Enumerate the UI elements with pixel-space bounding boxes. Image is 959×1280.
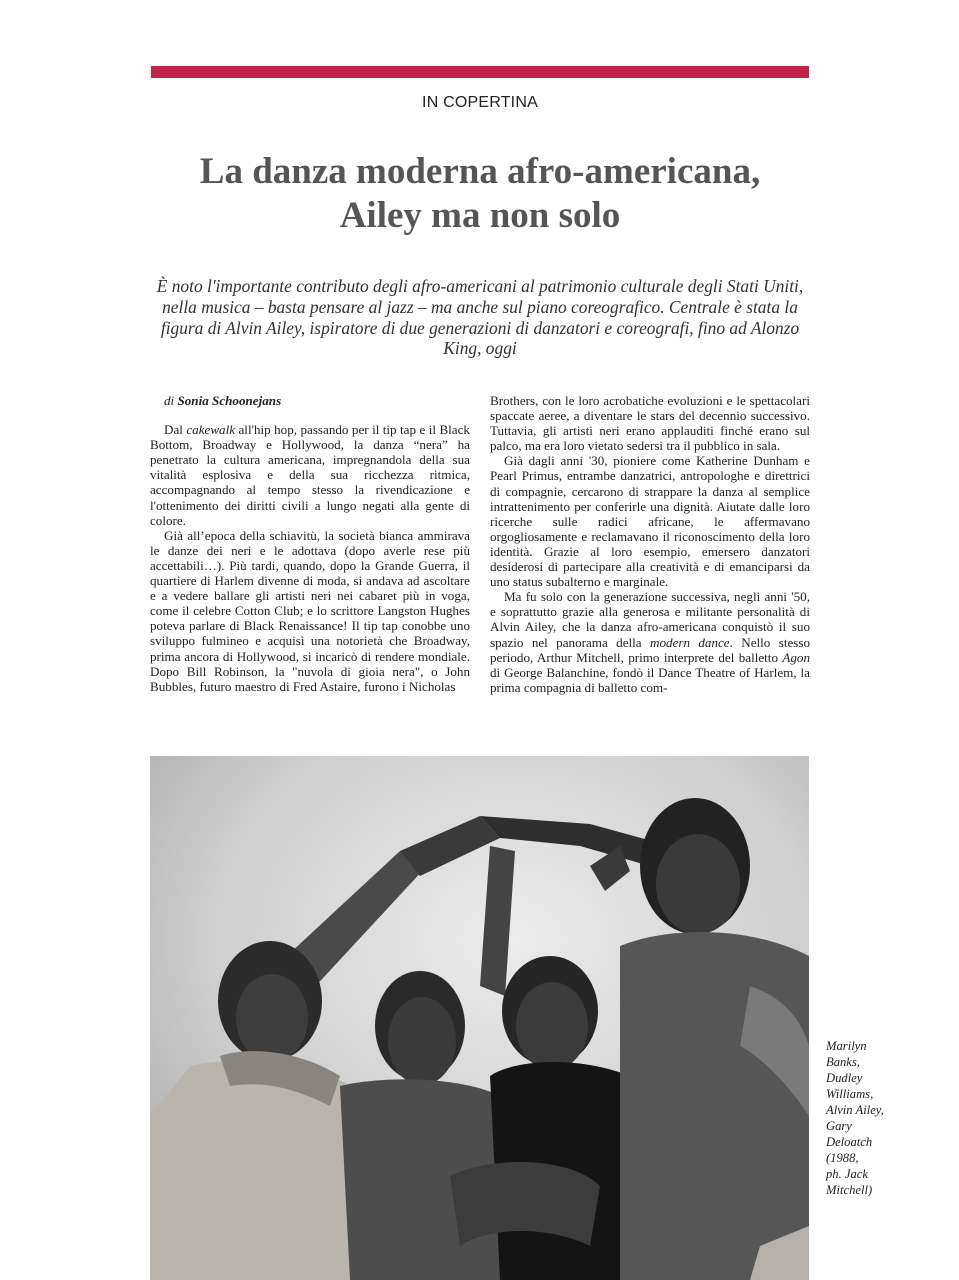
paragraph-4-emphasis-1: modern dance — [649, 634, 730, 650]
caption-line: Alvin Ailey, — [826, 1103, 884, 1117]
paragraph-1 — [150, 422, 470, 528]
section-label: IN COPERTINA — [422, 94, 538, 111]
byline — [164, 393, 470, 408]
paragraph-4-emphasis-2: Agon — [782, 649, 810, 665]
standfirst: È noto l'importante contributo degli afro-americani al patrimonio culturale degli Stati Uniti, nella musica – basta pensare al jazz – ma anche sul piano coreografico. Centrale è stata la figura di Alvin Ailey, ispiratore di due generazioni di danzatori e coreografi, fino ad Alonzo King, oggi — [156, 276, 804, 359]
paragraph-2-continued: Brothers, con le loro acrobatiche evoluzioni e le spettacolari spaccate aeree, a diventare le stars del decennio successivo. Tuttavia, gli artisti neri erano applauditi finché erano sul palco, ma era loro vietato sedersi tra il pubblico in sala. — [490, 393, 810, 454]
paragraph-4-text-a: Ma fu solo con la generazione successiva, negli anni '50, e soprattutto grazie alla generosa e militante personalità di Alvin Ailey, che la danza afro-americana conquistò il suo spazio nel panorama della — [490, 589, 810, 650]
caption-line: Banks, — [826, 1055, 860, 1069]
headline-line-2: Ailey ma non solo — [339, 195, 621, 236]
caption-line: Dudley — [826, 1071, 863, 1085]
dancers-photo-illustration — [150, 756, 809, 1280]
article-column-right — [490, 393, 810, 695]
byline-author: Sonia Schoonejans — [177, 393, 282, 408]
paragraph-1-text-a: Dal — [164, 422, 187, 438]
paragraph-2: Già all’epoca della schiavitù, la società bianca ammirava le danze dei neri e le adottava (dopo averle rese più accettabili…). Più tardi, quando, dopo la Grande Guerra, il quartiere di Harlem divenne di moda, si andava ad ascoltare e a vedere ballare gli artisti neri nei cabaret più in voga, come il celebre Cotton Club; e lo scrittore Langston Hughes poteva parlare di Black Renaissance! Il tip tap conobbe uno sviluppo fulmineo e acquisì una notorietà che Broadway, prima ancora di Hollywood, si incaricò di rendere mondiale. Dopo Bill Robinson, la "nuvola di gioia nera", o John Bubbles, futuro maestro di Fred Astaire, furono i Nicholas — [150, 527, 470, 694]
byline-prefix: di — [164, 393, 175, 408]
paragraph-4-text-b: . Nello stesso periodo, Arthur Mitchell, primo interprete del balletto — [490, 634, 811, 665]
article-column-left — [150, 393, 470, 694]
headline-line-1: La danza moderna afro-americana, — [199, 151, 761, 192]
caption-line: (1988, — [826, 1151, 859, 1165]
dancers-photo — [150, 756, 809, 1280]
paragraph-1-text-b: all'hip hop, passando per il tip tap e il Black Bottom, Broadway e Hollywood, la danza “nera” ha penetrato la cultura americana, impregnandola della sua vitalità esplosiva e della sua ricchezza ritmica, accompagnando al tempo stesso la rivendicazione e l'ottenimento dei diritti civili a lungo negati alla gente di colore. — [150, 422, 470, 528]
top-accent-bar — [151, 66, 809, 78]
caption-line: Marilyn — [826, 1039, 867, 1053]
paragraph-3: Già dagli anni '30, pioniere come Katherine Dunham e Pearl Primus, entrambe danzatrici, antropologhe e direttrici di compagnie, cercarono di strappare la danza al semplice intrattenimento per conferirle una dignità. Aiutate dalle loro ricerche sulle radici africane, le affermavano orgogliosamente e reclamavano il riconoscimento della loro identità. Grazie al loro esempio, emersero danzatori desiderosi di partecipare alla creatività e di emanciparsi da uno status subalterno e marginale. — [490, 453, 810, 590]
caption-line: ph. Jack — [826, 1167, 868, 1181]
caption-line: Mitchell) — [826, 1183, 873, 1197]
paragraph-1-emphasis: cakewalk — [186, 422, 236, 438]
caption-line: Deloatch — [826, 1135, 873, 1149]
caption-line: Gary — [826, 1119, 852, 1133]
caption-line: Williams, — [826, 1087, 874, 1101]
paragraph-4 — [490, 589, 810, 695]
paragraph-4-text-c: di George Balanchine, fondò il Dance Theatre of Harlem, la prima compagnia di balletto com- — [490, 664, 810, 695]
photo-caption — [826, 1038, 906, 1198]
headline — [100, 150, 860, 238]
